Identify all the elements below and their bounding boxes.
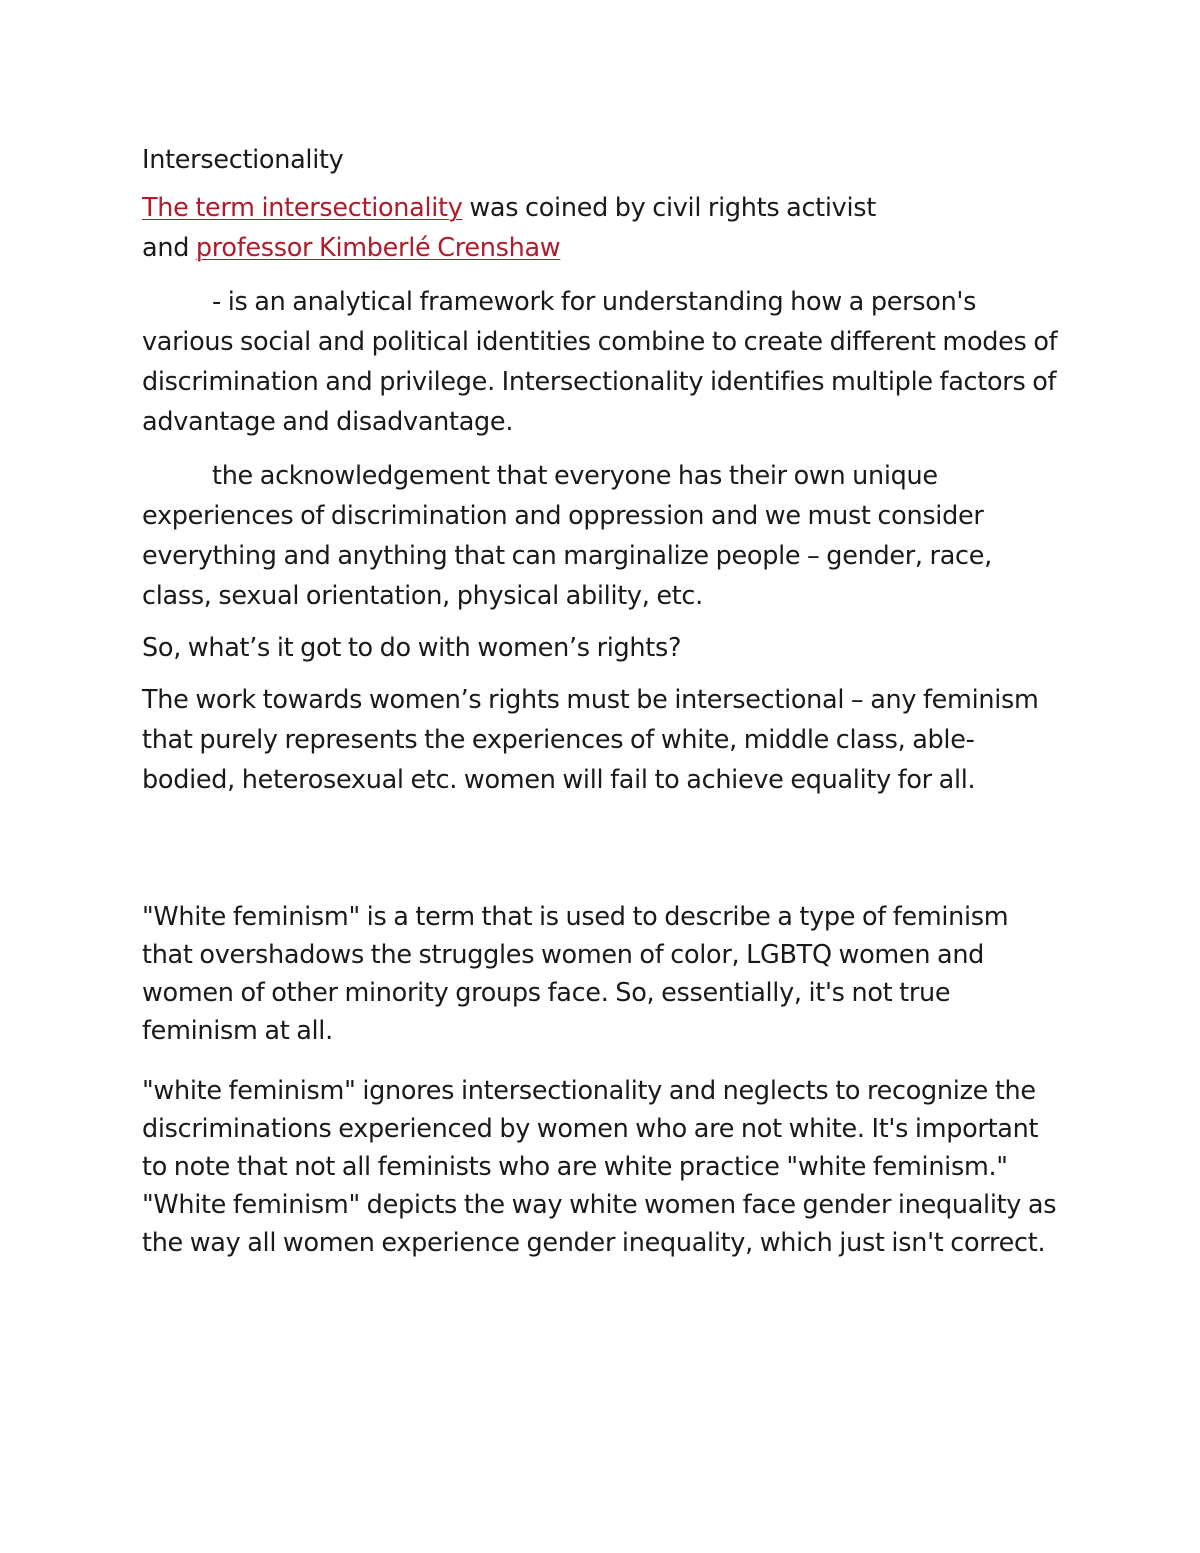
link-kimberle-crenshaw[interactable]: professor Kimberlé Crenshaw <box>195 233 561 263</box>
definition-paragraph-2 <box>142 456 1062 616</box>
intro-paragraph <box>142 188 1062 268</box>
intro-text-1: was coined by civil rights activist <box>462 193 876 223</box>
document-body <box>142 140 1062 1262</box>
definition-2-text: the acknowledgement that everyone has their own unique experiences of discrimination and oppression and we must consider everything and anything that can marginalize people – gender, race, class, sexual orientation, physical ability, etc. <box>142 461 992 611</box>
question-paragraph: So, what’s it got to do with women’s rights? <box>142 633 682 663</box>
link-term-intersectionality[interactable]: The term intersectionality <box>142 193 463 223</box>
definition-1-text: - is an analytical framework for understanding how a person's various social and political identities combine to create different modes of discrimination and privilege. Intersectionality identifies multiple factors of advantage and disadvantage. <box>142 287 1058 437</box>
intro-text-2: and <box>142 233 196 263</box>
definition-paragraph-1 <box>142 282 1062 442</box>
answer-paragraph: The work towards women’s rights must be intersectional – any feminism that purely represents the experiences of white, middle class, able-bodied, heterosexual etc. women will fail to achieve equality for all. <box>142 685 1039 795</box>
document-title: Intersectionality <box>142 145 344 175</box>
white-feminism-paragraph-1: "White feminism" is a term that is used to describe a type of feminism that overshadows the struggles women of color, LGBTQ women and women of other minority groups face. So, essentially, it's not true feminism at all. <box>142 902 1009 1046</box>
white-feminism-paragraph-2: "white feminism" ignores intersectionality and neglects to recognize the discriminations experienced by women who are not white. It's important to note that not all feminists who are white practice "white feminism." "White feminism" depicts the way white women face gender inequality as the way all women experience gender inequality, which just isn't correct. <box>142 1076 1057 1258</box>
